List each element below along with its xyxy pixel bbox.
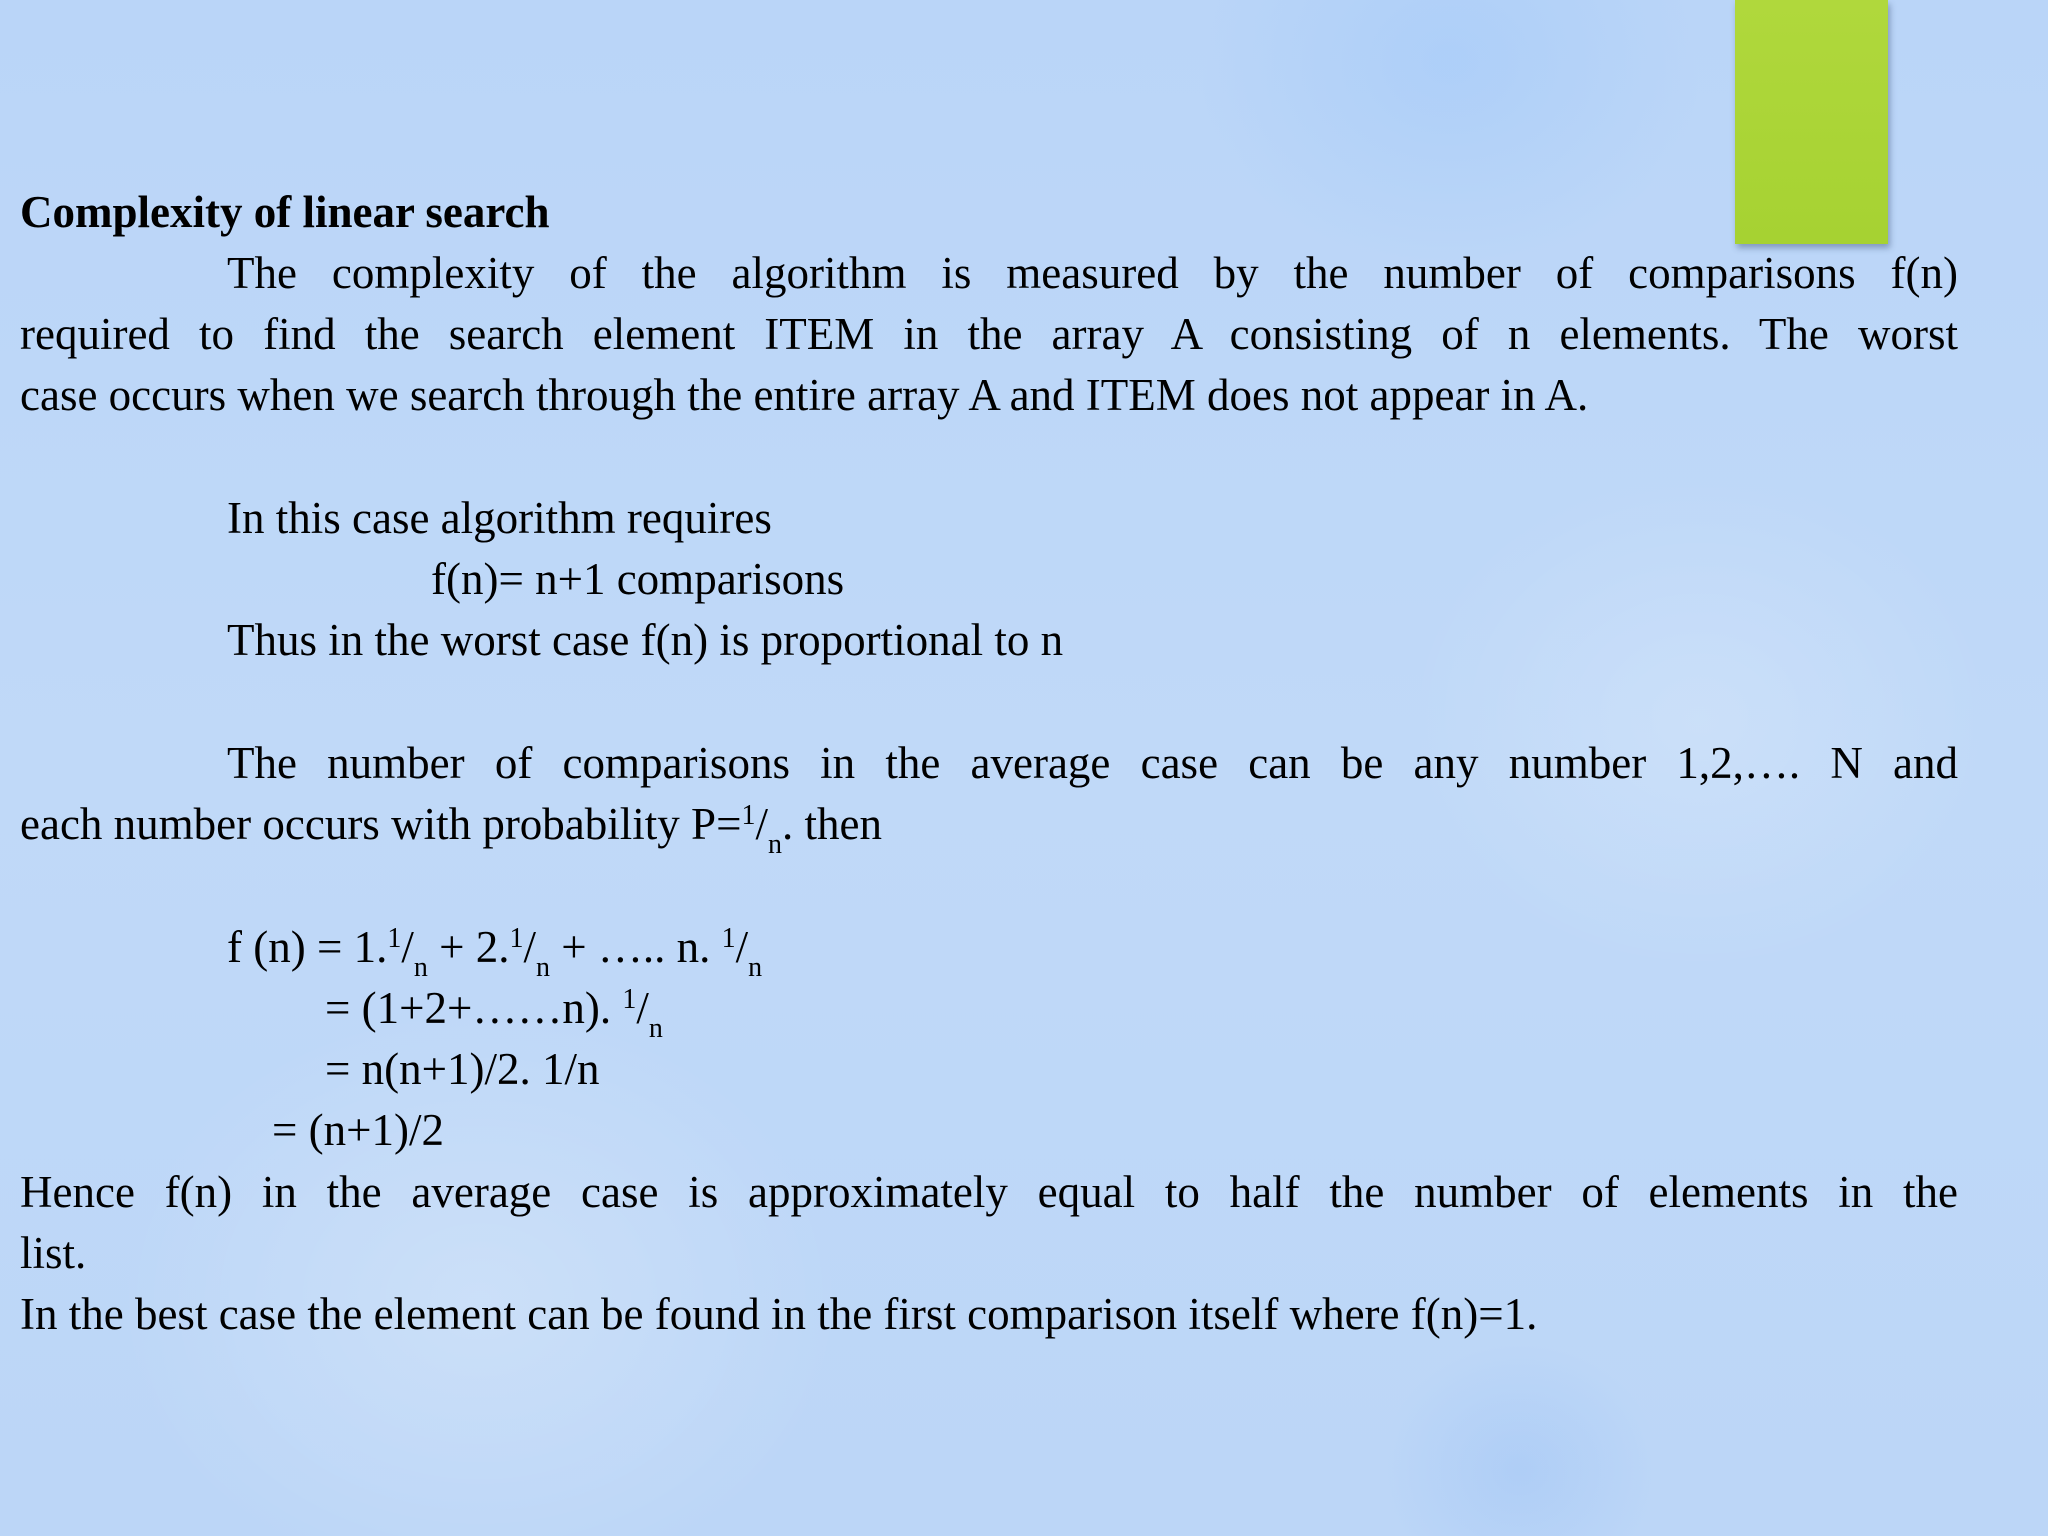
equation-line-2 xyxy=(325,982,663,1044)
paragraph-1-line-3: case occurs when we search through the entire array A and ITEM does not appear in A. xyxy=(20,370,1589,420)
fraction-numerator: 1 xyxy=(721,923,736,954)
fraction-slash: / xyxy=(755,799,768,849)
average-case-text: each number occurs with probability P= xyxy=(20,799,742,849)
conclusion-line-2: list. xyxy=(20,1228,87,1278)
equation-line-4: = (n+1)/2 xyxy=(272,1105,444,1155)
fraction-denominator: n xyxy=(413,952,428,983)
paragraph-1-line-1: The complexity of the algorithm is measured by the number of comparisons f(n) xyxy=(227,248,1958,298)
worst-case-line-3: Thus in the worst case f(n) is proportional to n xyxy=(227,615,1064,665)
average-case-line-1: The number of comparisons in the average case can be any number 1,2,…. N and xyxy=(227,738,1958,788)
equation-2-part-a: = (1+2+……n). xyxy=(325,983,623,1033)
conclusion-line-1: Hence f(n) in the average case is approximately equal to half the number of elements in the xyxy=(20,1167,1958,1217)
fraction-denominator: n xyxy=(767,829,782,860)
fraction-slash: / xyxy=(523,922,537,972)
equation-line-1 xyxy=(227,921,763,983)
conclusion-line-3: In the best case the element can be found in the first comparison itself where f(n)=1. xyxy=(20,1289,1538,1339)
average-case-line-2 xyxy=(20,798,882,860)
average-case-tail: . then xyxy=(781,799,882,849)
fraction-denominator: n xyxy=(536,952,551,983)
fraction-numerator: 1 xyxy=(509,923,524,954)
fraction-numerator: 1 xyxy=(741,800,756,831)
fraction-slash: / xyxy=(735,922,749,972)
fraction-numerator: 1 xyxy=(622,984,637,1015)
equation-1-part-a: f (n) = 1. xyxy=(227,922,388,972)
fraction-denominator: n xyxy=(748,952,763,983)
worst-case-formula: f(n)= n+1 comparisons xyxy=(431,554,845,604)
equation-1-part-b: + 2. xyxy=(427,922,510,972)
fraction-denominator: n xyxy=(648,1013,663,1044)
paragraph-1-line-2: required to find the search element ITEM in the array A consisting of n elements. The worst xyxy=(20,309,1958,359)
fraction-numerator: 1 xyxy=(387,923,402,954)
fraction-slash: / xyxy=(401,922,414,972)
accent-block xyxy=(1735,0,1888,244)
equation-1-part-c: + ….. n. xyxy=(550,922,722,972)
slide-heading: Complexity of linear search xyxy=(20,187,550,237)
fraction-slash: / xyxy=(636,983,649,1033)
worst-case-line-1: In this case algorithm requires xyxy=(227,493,772,543)
equation-line-3: = n(n+1)/2. 1/n xyxy=(325,1044,600,1094)
